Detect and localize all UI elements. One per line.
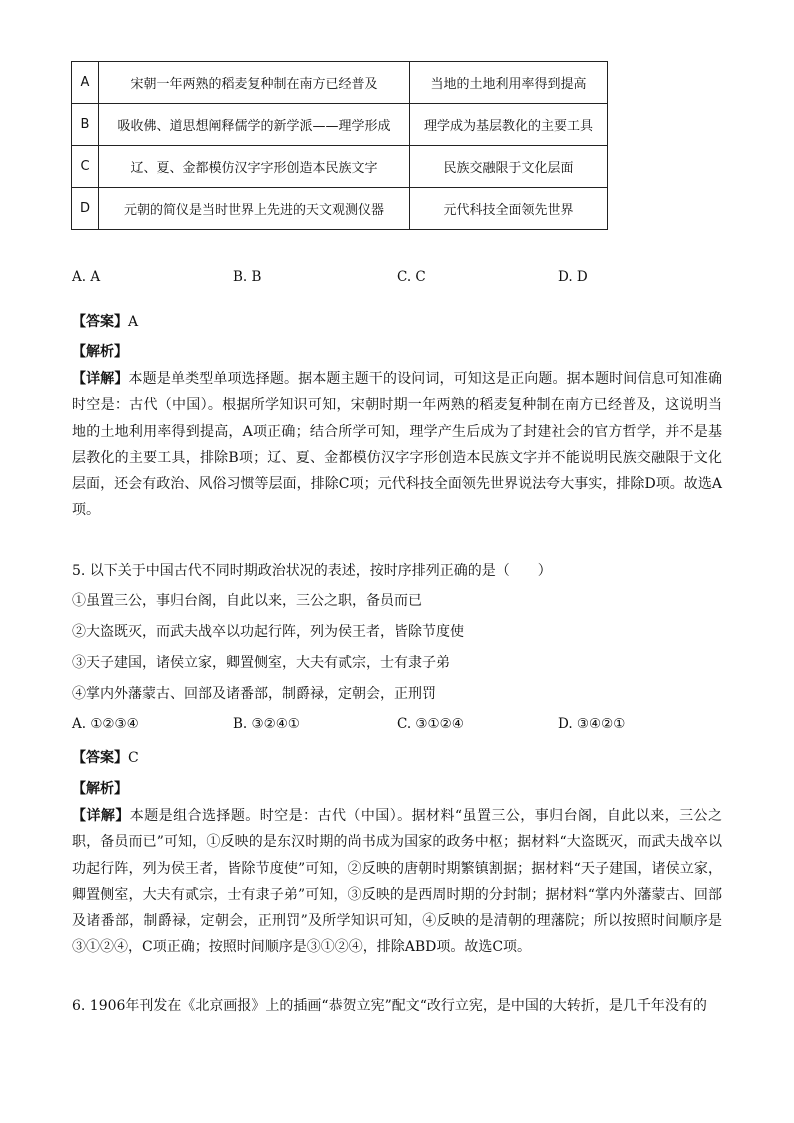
answer-value: A	[128, 314, 139, 330]
option-letter: D	[72, 188, 99, 230]
option-conclusion: 当地的土地利用率得到提高	[410, 62, 608, 104]
table-row	[72, 188, 608, 230]
analysis-tag: 【解析】	[72, 781, 128, 797]
detail-text: 本题是组合选择题。时空是：古代（中国）。据材料“虽置三公，事归台阁，自此以来，三公之职，备员而已”可知，①反映的是东汉时期的尚书成为国家的政务中枢；据材料“大盗既灭，而武夫战卒以功起行阵，列为侯王者，皆除节度使”可知，②反映的唐朝时期繁镇割据；据材料“天子建国，诸侯立家，卿置侧室，大夫有贰宗，士有隶子弟”可知，③反映的是西周时期的分封制；据材料“掌内外藩蒙古、回部及诸番部，制爵禄，定朝会，正刑罚”及所学知识可知，④反映的是清朝的理藩院；所以按照时间顺序是③①②④，C项正确；按照时间顺序是③①②④，排除ABD项。故选C项。	[72, 808, 723, 956]
q5-item-3: ③天子建国，诸侯立家，卿置侧室，大夫有贰宗，士有隶子弟	[72, 655, 450, 671]
choice-d: D. ③④②①	[558, 716, 626, 732]
option-conclusion: 元代科技全面领先世界	[410, 188, 608, 230]
table-row	[72, 146, 608, 188]
q5-answer	[72, 747, 139, 767]
choice-a: A. ①②③④	[72, 716, 139, 732]
choice-d: D. D	[558, 269, 588, 285]
q4-options-table	[71, 61, 608, 230]
option-letter: C	[72, 146, 99, 188]
detail-tag: 【详解】	[72, 808, 130, 824]
answer-tag: 【答案】	[72, 750, 128, 766]
option-material: 元朝的简仪是当时世界上先进的天文观测仪器	[99, 188, 410, 230]
analysis-tag: 【解析】	[72, 344, 128, 360]
q5-detail	[72, 803, 722, 961]
q5-stem: 5. 以下关于中国古代不同时期政治状况的表述，按时序排列正确的是（ ）	[72, 563, 552, 579]
choice-c: C. ③①②④	[397, 716, 464, 732]
detail-text: 本题是单类型单项选择题。据本题主题干的设问词，可知这是正向题。据本题时间信息可知准确时空是：古代（中国）。根据所学知识可知，宋朝时期一年两熟的稻麦复种制在南方已经普及，这说明当地的土地利用率得到提高，A项正确；结合所学可知，理学产生后成为了封建社会的官方哲学，并不是基层教化的主要工具，排除B项；辽、夏、金都模仿汉字字形创造本民族文字并不能说明民族交融限于文化层面，还会有政治、风俗习惯等层面，排除C项；元代科技全面领先世界说法夸大事实，排除D项。故选A项。	[72, 371, 723, 519]
answer-tag: 【答案】	[72, 314, 128, 330]
table-row	[72, 104, 608, 146]
answer-value: C	[128, 750, 139, 766]
choice-b: B. ③②④①	[233, 716, 300, 732]
option-material: 吸收佛、道思想阐释儒学的新学派——理学形成	[99, 104, 410, 146]
option-letter: A	[72, 62, 99, 104]
q5-item-1: ①虽置三公，事归台阁，自此以来，三公之职，备员而已	[72, 593, 422, 609]
option-letter: B	[72, 104, 99, 146]
q4-answer	[72, 311, 138, 331]
detail-tag: 【详解】	[72, 371, 129, 387]
q6-stem: 6. 1906年刊发在《北京画报》上的插画“恭贺立宪”配文“改行立宪，是中国的大转折，是几千年没有的	[72, 998, 707, 1014]
option-material: 辽、夏、金都模仿汉字字形创造本民族文字	[99, 146, 410, 188]
choice-a: A. A	[72, 269, 101, 285]
option-conclusion: 民族交融限于文化层面	[410, 146, 608, 188]
q5-item-2: ②大盗既灭，而武夫战卒以功起行阵，列为侯王者，皆除节度使	[72, 624, 464, 640]
option-conclusion: 理学成为基层教化的主要工具	[410, 104, 608, 146]
option-material: 宋朝一年两熟的稻麦复种制在南方已经普及	[99, 62, 410, 104]
choice-b: B. B	[233, 269, 262, 285]
q4-analysis-heading	[72, 341, 128, 361]
table-row	[72, 62, 608, 104]
q4-detail	[72, 366, 722, 524]
choice-c: C. C	[397, 269, 426, 285]
q5-analysis-heading	[72, 778, 128, 798]
q5-item-4: ④掌内外藩蒙古、回部及诸番部，制爵禄，定朝会，正刑罚	[72, 686, 436, 702]
